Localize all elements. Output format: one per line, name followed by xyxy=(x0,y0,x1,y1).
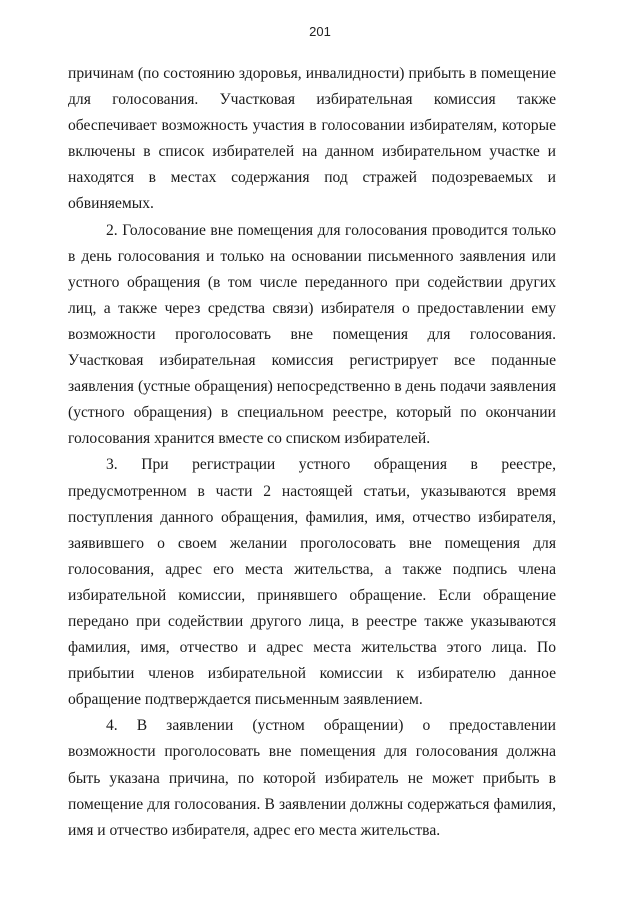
document-body xyxy=(68,61,556,844)
paragraph-2: 2. Голосование вне помещения для голосования проводится только в день голосования и только на основании письменного заявления или устного обращения (в том числе переданного при содействии других лиц, а также через средства связи) избирателя о предоставлении ему возможности проголосовать вне помещения для голосования. Участковая избирательная комиссия регистрирует все поданные заявления (устные обращения) непосредственно в день подачи заявления (устного обращения) в специальном реестре, который по окончании голосования хранится вместе со списком избирателей. xyxy=(68,221,556,448)
paragraph-3: 3. При регистрации устного обращения в реестре, предусмотренном в части 2 настоящей статьи, указываются время поступления данного обращения, фамилия, имя, отчество избирателя, заявившего о своем желании проголосовать вне помещения для голосования, адрес его места жительства, а также подпись члена избирательной комиссии, принявшего обращение. Если обращение передано при содействии другого лица, в реестре также указываются фамилия, имя, отчество и адрес места жительства этого лица. По прибытии членов избирательной комиссии к избирателю данное обращение подтверждается письменным заявлением. xyxy=(68,456,556,709)
paragraph-continuation: причинам (по состоянию здоровья, инвалидности) прибыть в помещение для голосования. Участковая избирательная комиссия также обеспечивает возможность участия в голосовании избирателям, которые включены в список избирателей на данном избирательном участке и находятся в местах содержания под стражей подозреваемых и обвиняемых. xyxy=(68,65,556,213)
page-number: 201 xyxy=(309,24,331,39)
paragraph-4: 4. В заявлении (устном обращении) о предоставлении возможности проголосовать вне помещения для голосования должна быть указана причина, по которой избиратель не может прибыть в помещение для голосования. В заявлении должны содержаться фамилия, имя и отчество избирателя, адрес его места жительства. xyxy=(68,717,556,839)
